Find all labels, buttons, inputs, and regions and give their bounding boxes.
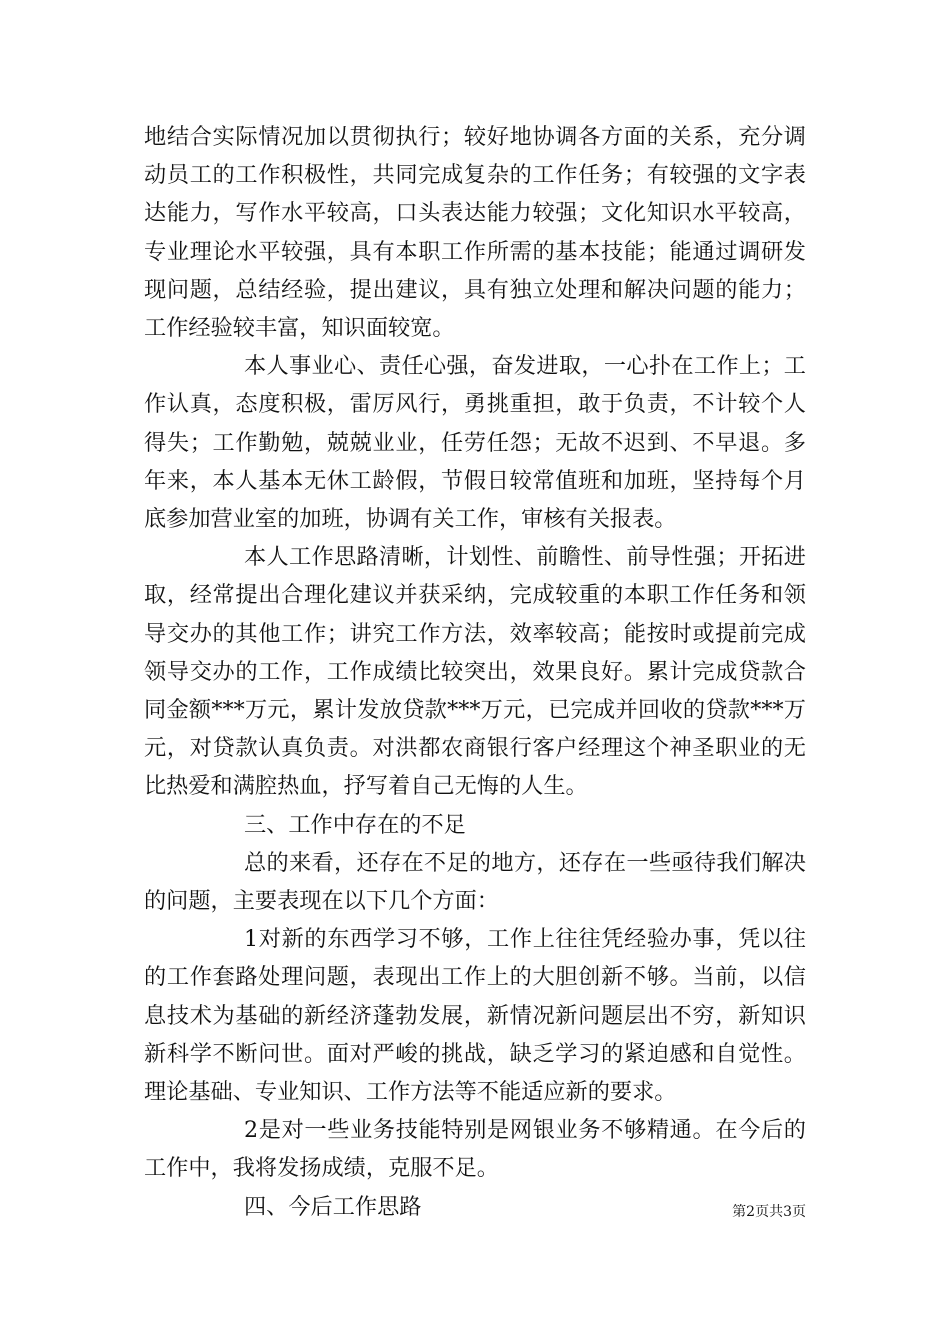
section-heading-shortcomings: 三、工作中存在的不足 — [244, 811, 466, 838]
page-number-footer: 第2页共3页 — [732, 1204, 806, 1220]
paragraph-shortcoming-1: 1对新的东西学习不够，工作上往往凭经验办事，凭以往的工作套路处理问题，表现出工作上的大胆创新不够。当前，以信息技术为基础的新经济蓬勃发展，新情况新问题层出不穷，新知识新科学不断问世。面对严峻的挑战，缺乏学习的紧迫感和自觉性。理论基础、专业知识、工作方法等不能适应新的要求。 — [144, 926, 806, 1106]
paragraph-shortcomings-intro: 总的来看，还存在不足的地方，还存在一些亟待我们解决的问题，主要表现在以下几个方面： — [144, 849, 806, 915]
section-heading-future-plans: 四、今后工作思路 — [244, 1193, 422, 1220]
document-body — [144, 118, 806, 1226]
paragraph-work-approach: 本人工作思路清晰，计划性、前瞻性、前导性强；开拓进取，经常提出合理化建议并获采纳，完成较重的本职工作任务和领导交办的其他工作；讲究工作方法，效率较高；能按时或提前完成领导交办的工作，工作成绩比较突出，效果良好。累计完成贷款合同金额***万元，累计发放贷款***万元，已完成并回收的贷款***万元，对贷款认真负责。对洪都农商银行客户经理这个神圣职业的无比热爱和满腔热血，抒写着自己无悔的人生。 — [144, 544, 806, 800]
paragraph-work-attitude: 本人事业心、责任心强，奋发进取，一心扑在工作上；工作认真，态度积极，雷厉风行，勇挑重担，敢于负责，不计较个人得失；工作勤勉，兢兢业业，任劳任怨；无故不迟到、不早退。多年来，本人基本无休工龄假，节假日较常值班和加班，坚持每个月底参加营业室的加班，协调有关工作，审核有关报表。 — [144, 353, 806, 533]
paragraph-shortcoming-2: 2是对一些业务技能特别是网银业务不够精通。在今后的工作中，我将发扬成绩，克服不足。 — [144, 1117, 806, 1182]
paragraph-continuation: 地结合实际情况加以贯彻执行；较好地协调各方面的关系，充分调动员工的工作积极性，共同完成复杂的工作任务；有较强的文字表达能力，写作水平较高，口头表达能力较强；文化知识水平较高，专业理论水平较强，具有本职工作所需的基本技能；能通过调研发现问题，总结经验，提出建议，具有独立处理和解决问题的能力；工作经验较丰富，知识面较宽。 — [144, 124, 806, 342]
